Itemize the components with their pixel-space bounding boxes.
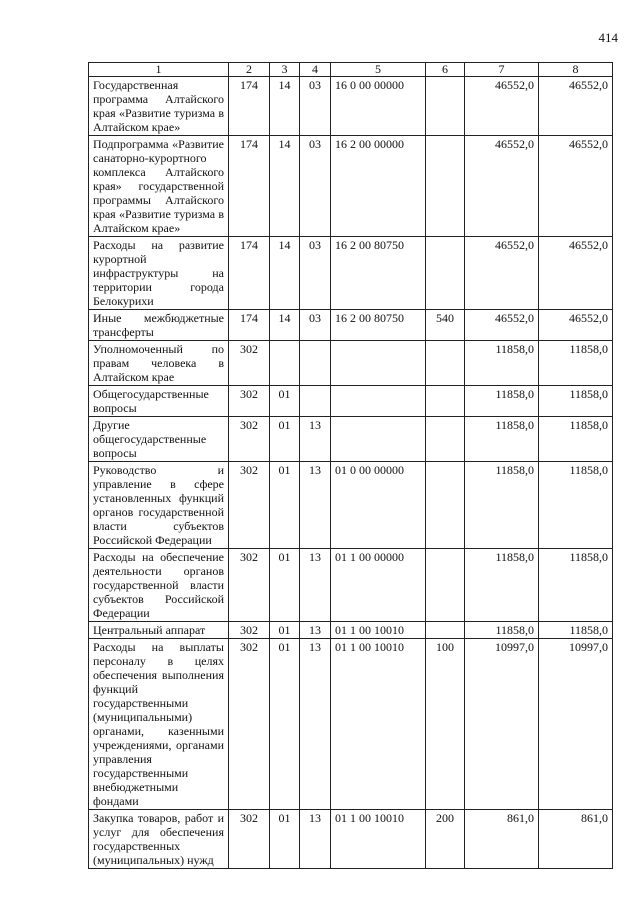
expense-type-code: [426, 237, 465, 310]
row-name: Центральный аппарат: [89, 622, 229, 639]
column-header: 1: [89, 63, 229, 77]
amount-col-8: 11858,0: [539, 341, 613, 386]
amount-col-8: 10997,0: [539, 639, 613, 810]
column-header: 5: [331, 63, 426, 77]
admin-code: 302: [229, 549, 270, 622]
expense-type-code: 100: [426, 639, 465, 810]
target-article-code: 01 1 00 10010: [331, 622, 426, 639]
target-article-code: 16 2 00 80750: [331, 237, 426, 310]
subsection-code: 03: [300, 237, 331, 310]
expense-type-code: [426, 549, 465, 622]
table-row: [89, 639, 613, 810]
subsection-code: 13: [300, 810, 331, 869]
column-header: 7: [465, 63, 539, 77]
table-row: [89, 622, 613, 639]
expense-type-code: [426, 77, 465, 136]
amount-col-7: 46552,0: [465, 310, 539, 341]
table-row: [89, 549, 613, 622]
row-name: Общегосударственные вопросы: [89, 386, 229, 417]
subsection-code: 03: [300, 310, 331, 341]
expense-type-code: 540: [426, 310, 465, 341]
table-row: [89, 341, 613, 386]
amount-col-7: 861,0: [465, 810, 539, 869]
amount-col-7: 46552,0: [465, 237, 539, 310]
target-article-code: [331, 341, 426, 386]
column-header: 6: [426, 63, 465, 77]
target-article-code: 16 2 00 00000: [331, 136, 426, 237]
amount-col-8: 11858,0: [539, 622, 613, 639]
column-header: 8: [539, 63, 613, 77]
expense-type-code: [426, 386, 465, 417]
expense-type-code: [426, 462, 465, 549]
admin-code: 302: [229, 417, 270, 462]
amount-col-8: 861,0: [539, 810, 613, 869]
section-code: 01: [270, 386, 300, 417]
amount-col-7: 46552,0: [465, 136, 539, 237]
subsection-code: 13: [300, 622, 331, 639]
table-row: [89, 417, 613, 462]
row-name: Уполномоченный по правам человека в Алтайском крае: [89, 341, 229, 386]
table-row: [89, 810, 613, 869]
budget-table: [88, 62, 613, 869]
amount-col-7: 10997,0: [465, 639, 539, 810]
amount-col-7: 11858,0: [465, 462, 539, 549]
admin-code: 302: [229, 622, 270, 639]
amount-col-7: 46552,0: [465, 77, 539, 136]
table-row: [89, 77, 613, 136]
expense-type-code: 200: [426, 810, 465, 869]
row-name: Расходы на выплаты персоналу в целях обеспечения выполнения функций государственными (муниципальными) органами, казенными учреждениями, органами управления государственными внебюджетными фондами: [89, 639, 229, 810]
target-article-code: 01 1 00 10010: [331, 639, 426, 810]
section-code: 14: [270, 237, 300, 310]
target-article-code: [331, 386, 426, 417]
section-code: 01: [270, 417, 300, 462]
row-name: Руководство и управление в сфере установленных функций органов государственной власти субъектов Российской Федерации: [89, 462, 229, 549]
admin-code: 302: [229, 639, 270, 810]
row-name: Расходы на развитие курортной инфраструктуры на территории города Белокурихи: [89, 237, 229, 310]
subsection-code: 03: [300, 77, 331, 136]
section-code: 01: [270, 639, 300, 810]
subsection-code: 13: [300, 549, 331, 622]
amount-col-8: 11858,0: [539, 462, 613, 549]
target-article-code: 01 1 00 00000: [331, 549, 426, 622]
target-article-code: 01 1 00 10010: [331, 810, 426, 869]
amount-col-7: 11858,0: [465, 417, 539, 462]
admin-code: 302: [229, 810, 270, 869]
row-name: Подпрограмма «Развитие санаторно-курортного комплекса Алтайского края» государственной программы Алтайского края «Развитие туризма в Алтайском крае»: [89, 136, 229, 237]
expense-type-code: [426, 136, 465, 237]
table-row: [89, 310, 613, 341]
subsection-code: 13: [300, 639, 331, 810]
amount-col-8: 46552,0: [539, 136, 613, 237]
section-code: [270, 341, 300, 386]
row-name: Расходы на обеспечение деятельности органов государственной власти субъектов Российской Федерации: [89, 549, 229, 622]
expense-type-code: [426, 622, 465, 639]
section-code: 01: [270, 622, 300, 639]
section-code: 14: [270, 310, 300, 341]
amount-col-8: 46552,0: [539, 310, 613, 341]
subsection-code: 13: [300, 462, 331, 549]
section-code: 14: [270, 136, 300, 237]
target-article-code: 01 0 00 00000: [331, 462, 426, 549]
subsection-code: 03: [300, 136, 331, 237]
section-code: 01: [270, 549, 300, 622]
row-name: Иные межбюджетные трансферты: [89, 310, 229, 341]
admin-code: 174: [229, 136, 270, 237]
amount-col-8: 46552,0: [539, 237, 613, 310]
admin-code: 302: [229, 386, 270, 417]
target-article-code: 16 2 00 80750: [331, 310, 426, 341]
table-row: [89, 136, 613, 237]
table-row: [89, 386, 613, 417]
page-number: 414: [598, 30, 618, 45]
amount-col-7: 11858,0: [465, 549, 539, 622]
table-row: [89, 237, 613, 310]
target-article-code: 16 0 00 00000: [331, 77, 426, 136]
row-name: Другие общегосударственные вопросы: [89, 417, 229, 462]
amount-col-8: 46552,0: [539, 77, 613, 136]
admin-code: 302: [229, 462, 270, 549]
header-row: [89, 63, 613, 77]
target-article-code: [331, 417, 426, 462]
column-header: 2: [229, 63, 270, 77]
column-header: 3: [270, 63, 300, 77]
expense-type-code: [426, 341, 465, 386]
subsection-code: [300, 386, 331, 417]
subsection-code: 13: [300, 417, 331, 462]
admin-code: 174: [229, 237, 270, 310]
admin-code: 174: [229, 77, 270, 136]
subsection-code: [300, 341, 331, 386]
amount-col-7: 11858,0: [465, 386, 539, 417]
section-code: 14: [270, 77, 300, 136]
row-name: Государственная программа Алтайского края «Развитие туризма в Алтайском крае»: [89, 77, 229, 136]
section-code: 01: [270, 810, 300, 869]
expense-type-code: [426, 417, 465, 462]
amount-col-7: 11858,0: [465, 341, 539, 386]
amount-col-8: 11858,0: [539, 549, 613, 622]
column-header: 4: [300, 63, 331, 77]
amount-col-8: 11858,0: [539, 386, 613, 417]
amount-col-8: 11858,0: [539, 417, 613, 462]
section-code: 01: [270, 462, 300, 549]
amount-col-7: 11858,0: [465, 622, 539, 639]
admin-code: 302: [229, 341, 270, 386]
table-row: [89, 462, 613, 549]
admin-code: 174: [229, 310, 270, 341]
row-name: Закупка товаров, работ и услуг для обеспечения государственных (муниципальных) нужд: [89, 810, 229, 869]
